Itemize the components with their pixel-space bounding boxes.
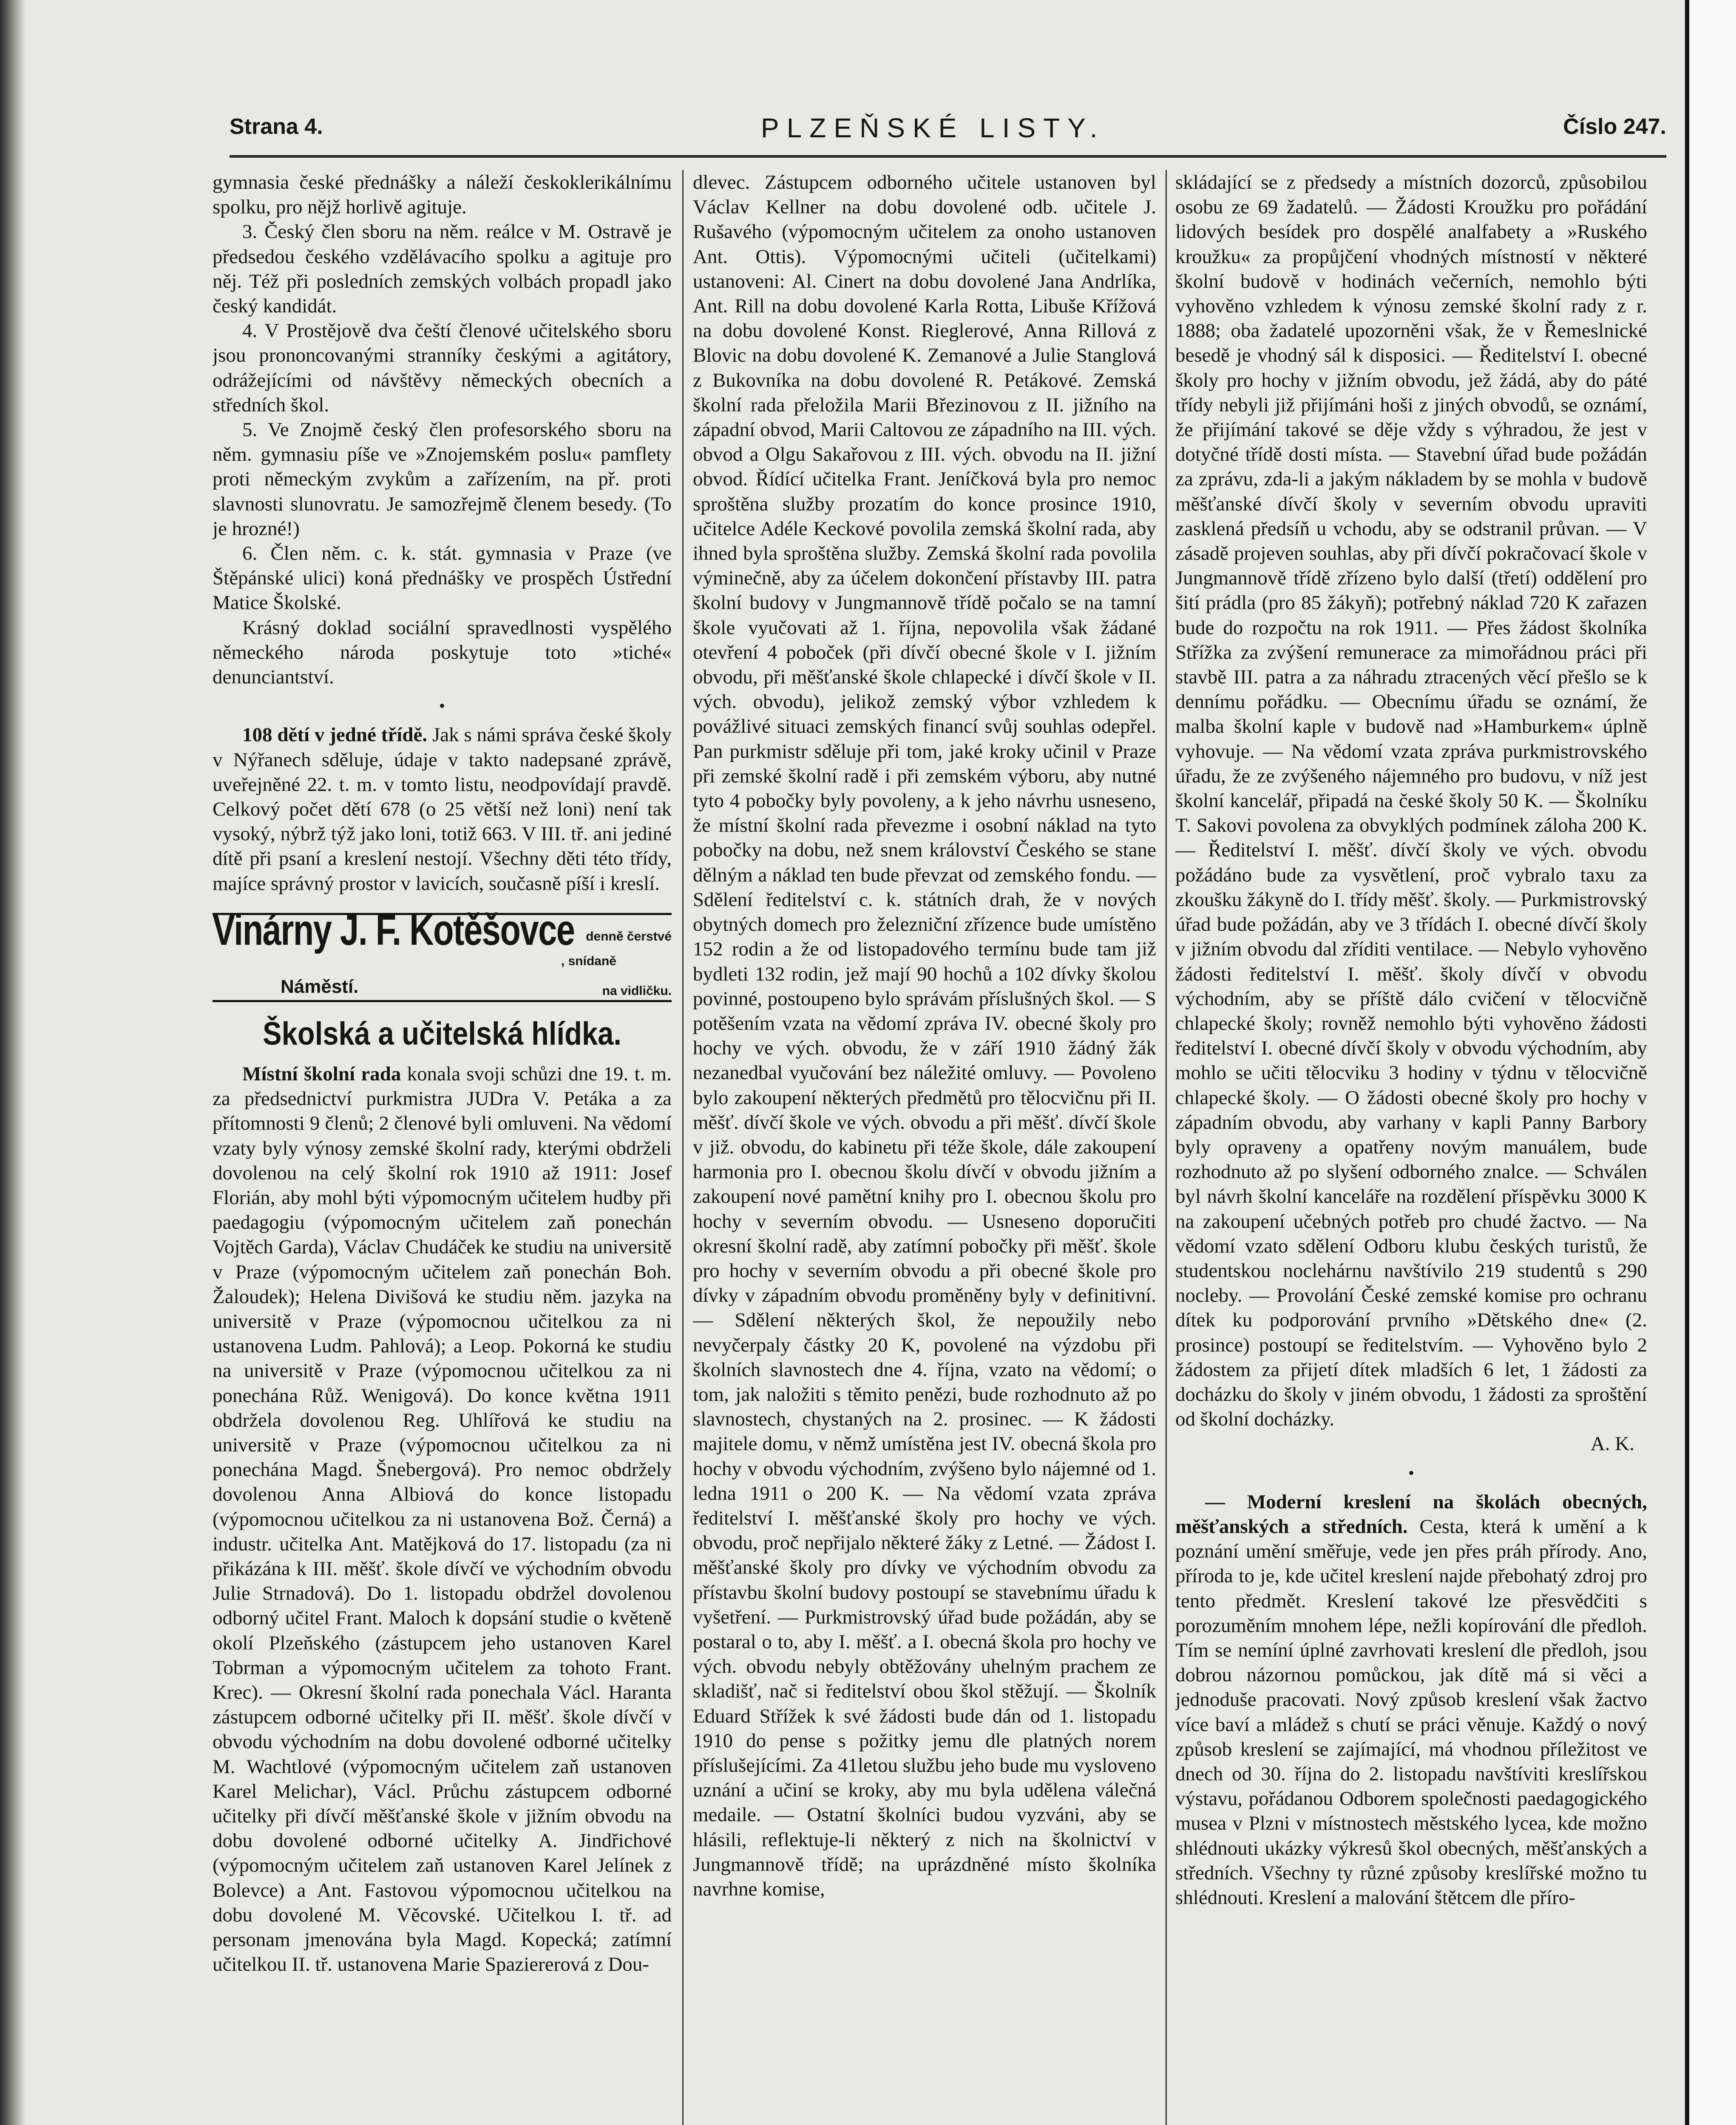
article-body: konala svoji schůzi dne 19. t. m. za předsednictví purkmistra JUDra V. Petáka a za přítomnosti 9 členů; 2 členové byli omluveni. Na vědomí vzaty byly výnosy zemské školní rady, kterými obdrželi dovolenou na celý školní rok 1910 až 1911: Josef Florián, aby mohl býti výpomocným učitelem hudby při paedagogiu (výpomocným učitelem zaň ponechán Vojtěch Garda), Václav Chudáček ke studiu na universitě v Praze (výpomocným učitelem zaň ponechán Boh. Žaloudek); Helena Divišová ke studiu něm. jazyka na universitě v Praze (výpomocnou učitelkou za ni ustanovena Ludm. Pahlová); a Leop. Pokorná ke studiu na universitě v Praze (výpomocnou učitelkou za ni ponechána Růž. Wenigová). Do konce května 1911 obdržela dovolenou Reg. Uhlířová ke studiu na universitě v Praze (výpomocnou učitelkou za ni ponechána Magd. Šnebergová). Pro nemoc obdržely dovolenou Anna Albiová do konce listopadu (výpomocnou učitelkou za ni ustanovena Bož. Černá) a industr. učitelka Ant. Matějková do 17. listopadu (za ni přikázána k III. měšť. škole dívčí ve východním obvodu Julie Strnadová). Do 1. listopadu obdržel dovolenou odborný učitel Frant. Maloch k dopsání studie o květeně okolí Plzeňského (zástupcem jeho ustanoven Karel Tobrman a výpomocným učitelem za tohoto Frant. Krec). — Okresní školní rada ponechala Václ. Haranta zástupcem odborné učitelky při II. měšť. škole dívčí v obvodu východním na dobu dovolené odborné učitelky M. Wachtlové (výpomocným učitelem zaň ustanoven Karel Melichar), Václ. Průchu zástupcem odborné učitelky při dívčí měšťanské škole v jižním obvodu na dobu dovolené odborné učitelky A. Jindřichové (výpomocným učitelem zaň ustanoven Karel Jelínek z Bolevce) a Ant. Fastovou výpomocnou učitelkou na dobu dovolené M. Věcovské. Učitelkou I. tř. ad personam jmenována byla Magd. Kopecká; zatímní učitelkou II. tř. ustanovena Marie Spaziererová z Dou- <box>213 1062 672 1976</box>
paragraph: 3. Český člen sboru na něm. reálce v M. Ostravě je předsedou českého vzdělávacího spolku a agituje pro něj. Též při posledních zemských volbách propadl jako český kandidát. <box>213 221 672 317</box>
separator-mark: • <box>1408 1463 1414 1482</box>
header-rule <box>230 155 1666 158</box>
ad-text: denně čerstvé <box>586 929 672 944</box>
column-divider <box>1166 170 1167 2125</box>
article-moderni-kresleni <box>1175 1490 1647 1910</box>
ad-text: na vidličku. <box>602 983 672 998</box>
column-2 <box>693 170 1156 2125</box>
ad-title: Vinárny J. F. Kotěšovce <box>213 905 575 954</box>
ad-text: Náměstí. <box>281 976 359 997</box>
article-108-deti <box>213 722 672 895</box>
separator-mark: • <box>439 696 445 716</box>
paragraph: gymnasia české přednášky a náleží českoklerikálnímu spolku, pro nějž horlivě agituje. <box>213 171 672 218</box>
article-lead: — Moderní kreslení na školách obecných, měšťanských a středních. <box>1175 1490 1647 1538</box>
advertisement <box>213 905 672 1002</box>
column-1 <box>213 170 672 2125</box>
page-number: Strana 4. <box>230 114 323 139</box>
scan-edge-shadow <box>0 0 26 2125</box>
paragraph: 4. V Prostějově dva čeští členové učitelského sboru jsou prononcovanými stranníky českými a agitátory, odrážejícími od návštěvy německých obecních a středních škol. <box>213 320 672 416</box>
column-3 <box>1175 170 1647 2125</box>
paragraph: dlevec. Zástupcem odborného učitele ustanoven byl Václav Kellner na dobu dovolené odb. učitele J. Rušavého (výpomocným učitelem za onoho ustanoven Ant. Ottis). Výpomocnými učiteli (učitelkami) ustanoveni: Al. Cinert na dobu dovolené Jana Andrlíka, Ant. Rill na dobu dovolené Karla Rotta, Libuše Křížová na dobu dovolené Konst. Rieglerové, Anna Rillová z Blovic na dobu dovolené K. Zemanové a Julie Stanglová z Bukovníka na dobu dovolené R. Petákové. Zemská školní rada přeložila Marii Březinovou z II. jižního na západní obvod, Marii Caltovou ze západního na III. vých. obvod a Olgu Sakařovou z III. vých. obvodu na II. jižní obvod. Řídící učitelka Frant. Jeníčková byla pro nemoc sproštěna služby prozatím do konce prosince 1910, učitelce Adéle Keckové povolila zemská školní rada, aby ihned byla sproštěna služby. Zemská školní rada povolila výminečně, aby za účelem dokončení přístavby III. patra školní budovy v Jungmannově třídě počalo se na tamní škole vyučovati až 1. října, nepovolila však žádané otevření 4 poboček (při dívčí obecné škole v I. jižním obvodu, při měšťanské škole chlapecké i dívčí škole v II. vých. obvodu), jelikož zemský výbor vzhledem k povážlivé situaci zemských financí svůj souhlas odepřel. Pan purkmistr sděluje při tom, jaké kroky učinil v Praze při zemské školní radě i při zemském výboru, aby nutné tyto 4 pobočky byly povoleny, a k jeho návrhu usneseno, že místní školní rada převezme i osobní náklad na tyto pobočky na dobu, než snem království Českého se stane dělným a náklad ten bude převzat od zemského fondu. — Sdělení ředitelství c. k. státních drah, že v nových obytných domech pro železniční zřízence bude umístěno 152 rodin a že od listopadového termínu bude tam již bydleti 132 rodin, jež mají 90 hochů a 102 dívky školou povinné, postoupeno bylo správám příslušných škol. — S potěšením vzata na vědomí zpráva IV. obecné školy pro hochy ve vých. obvodu, že v září 1910 žádný žák nezanedbal vyučování bez náležité omluvy. — Povoleno bylo zakoupení některých předmětů pro tělocvičnu při II. měšť. dívčí škole ve vých. obvodu a při měšť. dívčí škole v již. obvodu, do kabinetu při téže škole, dále zakoupení harmonia pro I. obecnou školu dívčí v obvodu jižním a zakoupení nové pamětní knihy pro I. obecnou školu pro hochy v severním obvodu. — Usneseno doporučiti okresní školní radě, aby zatímní pobočky při měšť. škole pro hochy v severním obvodu a při obecné škole pro dívky v západním obvodu proměněny byly v definitivní. — Sdělení některých škol, že nepoužily nebo nevyčerpaly částky 20 K, povolené na výzdobu při školních slavnostech dne 4. října, vzato na vědomí; o tom, jak naložiti s těmito penězi, bude rozhodnuto až po slavnostech, chystaných na 2. prosinec. — K žádosti majitele domu, v němž umístěna jest IV. obecná škola pro hochy v obvodu východním, zvýšeno bylo nájemné od 1. ledna 1911 o 200 K. — Na vědomí vzata zpráva ředitelství I. měšťanské školy pro hochy ve vých. obvodu, proč nepřijalo některé žáky z Letné. — Žádost I. měšťanské školy pro dívky ve východním obvodu za přístavbu školní budovy postoupí se stavebnímu úřadu k vyšetření. — Purkmistrovský úřad bude požádán, aby se postaral o to, aby I. měšť. a I. obecná škola pro hochy ve vých. obvodu nebyly obtěžovány uhelným prachem ze skladišť, nač si ředitelství obou škol stěžují. — Školník Eduard Střížek k své žádosti bude dán od 1. listopadu 1910 do pense s požitky jemu dle platných norem příslušejícími. Za 41letou službu jeho bude mu vysloveno uznání a učiní se kroky, aby mu byla udělena válečná medaile. — Ostatní školníci budou vyzváni, aby se hlásili, reflektuje-li některý z nich na školnictví v Jungmannově třídě; na uprázdněné místo školníka navrhne komise, <box>693 171 1156 1901</box>
paragraph: 6. Člen něm. c. k. stát. gymnasia v Praze (ve Štěpánské ulici) koná přednášky ve prospěch Ústřední Matice Školské. <box>213 542 672 614</box>
paragraph: 5. Ve Znojmě český člen profesorského sboru na něm. gymnasiu píše ve »Znojemském poslu« pamflety proti německým zvykům a zařízením, na př. proti slavnosti slunovratu. Je samozřejmě členem besedy. (To je hrozné!) <box>213 419 672 540</box>
article-body: Cesta, která k umění a k poznání umění směřuje, vede jen přes práh přírody. Ano, příroda to je, kde učitel kreslení najde přebohatý zdroj pro tento předmět. Kreslení takové lze přesvědčiti s porozuměním mnohem lépe, nežli kopírování dle předloh. Tím se nemíní úplné zavrhovati kreslení dle předloh, jsou dobrou názornou pomůckou, jak dítě má si věci a jednoduše pracovati. Nový způsob kreslení však žactvo více baví a mládež s chutí se práci věnuje. Každý o nový způsob kreslení se zajímající, má vhodnou příležitost ve dnech od 30. října do 2. listopadu navštíviti kreslířskou výstavu, pořádanou Odborem společnosti paedagogického musea v Plzni v místnostech městského lycea, kde možno shlédnouti ukázky výkresů škol obecných, měšťanských a středních. Všechny ty různé způsoby kreslířské možno tu shlédnouti. Kreslení a malování štětcem dle příro- <box>1175 1515 1647 1909</box>
paragraph: Krásný doklad sociální spravedlnosti vyspělého německého národa poskytuje toto »tiché« denunciantství. <box>213 616 672 688</box>
author-signature: A. K. <box>1590 1433 1634 1455</box>
issue-number: Číslo 247. <box>1563 114 1666 139</box>
section-title: Školská a učitelská hlídka. <box>263 1015 621 1052</box>
article-lead: Místní školní rada <box>242 1062 401 1085</box>
article-body: Jak s námi správa české školy v Nýřanech sděluje, údaje v takto nadepsané zprávě, uveřejněné 22. t. m. v tomto listu, neodpovídají pravdě. Celkový počet dětí 678 (o 25 větší než loni) není tak vysoký, nýbrž týž jako loni, totiž 663. V III. tř. ani jediné dítě při psaní a kreslení nestojí. Všechny děti této třídy, majíce správný prostor v lavicích, současně píší i kreslí. <box>213 724 672 895</box>
article-mistni-skolni-rada <box>213 1062 672 1977</box>
newspaper-title: PLZEŇSKÉ LISTY. <box>761 113 1105 143</box>
article-lead: 108 dětí v jedné třídě. <box>242 724 428 746</box>
paragraph: skládající se z předsedy a místních dozorců, způsobilou osobu ze 69 žadatelů. — Žádosti Kroužku pro pořádání lidových besídek pro dospělé analfabety a »Ruského kroužku« za propůjčení vhodných místností v některé školní budově v hodinách večerních, nemohlo býti vyhověno vzhledem k výnosu zemské školní rady z r. 1888; oba žadatelé upozorněni však, že v Řemeslnické besedě je vhodný sál k disposici. — Ředitelství I. obecné školy pro hochy v jižním obvodu, jež žádá, aby do páté třídy nebyli již přijímáni hoši z jiných obvodů, se oznámí, že přijímání takové se děje vždy s výhradou, že jest v dotyčné třídě dosti místa. — Stavební úřad bude požádán za zprávu, zda-li a jakým nákladem by se mohla v budově měšťanské dívčí školy v severním obvodu upraviti zasklená předsíň u vchodu, aby se odstranil průvan. — V zásadě projeven souhlas, aby při dívčí pokračovací škole v Jungmannově třídě zřízeno bylo další (třetí) oddělení pro šití prádla (pro 85 žákyň); potřebný náklad 720 K zařazen bude do rozpočtu na rok 1911. — Přes žádost školníka Střížka za zvýšení remunerace za mimořádnou práci při stavbě III. patra a za náhradu ztracených věcí přešlo se k dennímu pořádku. — Obecnímu úřadu se oznámí, že malba školní kaple v budově nad »Hamburkem« úplně vyhovuje. — Na vědomí vzata zpráva purkmistrovského úřadu, že ze zvýšeného nájemného pro budovu, v níž jest školní kancelář, připadá na české školy 50 K. — Školníku T. Sakovi povolena za obvyklých podmínek záloha 200 K. — Ředitelství I. měšť. dívčí školy ve vých. obvodu požádáno bude za vysvětlení, proč vybralo taxu za zkoušku žákyně do I. třídy měšť. školy. — Purkmistrovský úřad bude požádán, aby ve 3 třídách I. obecné dívčí školy v jižním obvodu dal zříditi ventilace. — Nebylo vyhověno žádosti ředitelství I. měšť. školy dívčí v obvodu východním, aby se příště dálo cvičení v tělocvičně chlapecké školy; rovněž nemohlo býti vyhověno žádosti ředitelství I. obecné dívčí školy v obvodu východním, aby mohlo se učiti tělocviku 3 hodiny v týdnu v tělocvičně chlapecké školy. — O žádosti obecné školy pro hochy v západním obvodu, aby varhany v kapli Panny Barbory byly opraveny a opatřeny novým manuálem, bude rozhodnuto až po slyšení odborného znalce. — Schválen byl návrh školní kanceláře na rozdělení příspěvku 3000 K na zakoupení učebných potřeb pro chudé žactvo. — Na vědomí vzato sdělení Odboru klubu českých turistů, že studentskou noclehárnu navštívilo 219 studentů s 290 nocleby. — Provolání České zemské komise pro ochranu dítek ku podporování prvního »Dětského dne« (2. prosince) postoupí se ředitelstvím. — Vyhověno bylo 2 žádostem za přijetí dítek mladších 6 let, 1 žádosti za docházku do školy v jiném obvodu, 1 žádosti za sproštění od školní docházky. <box>1175 171 1647 1431</box>
column-divider <box>682 170 684 2125</box>
page-header <box>230 114 1666 152</box>
ad-text: , snídaně <box>561 954 616 968</box>
scan-right-border <box>1685 0 1736 2125</box>
